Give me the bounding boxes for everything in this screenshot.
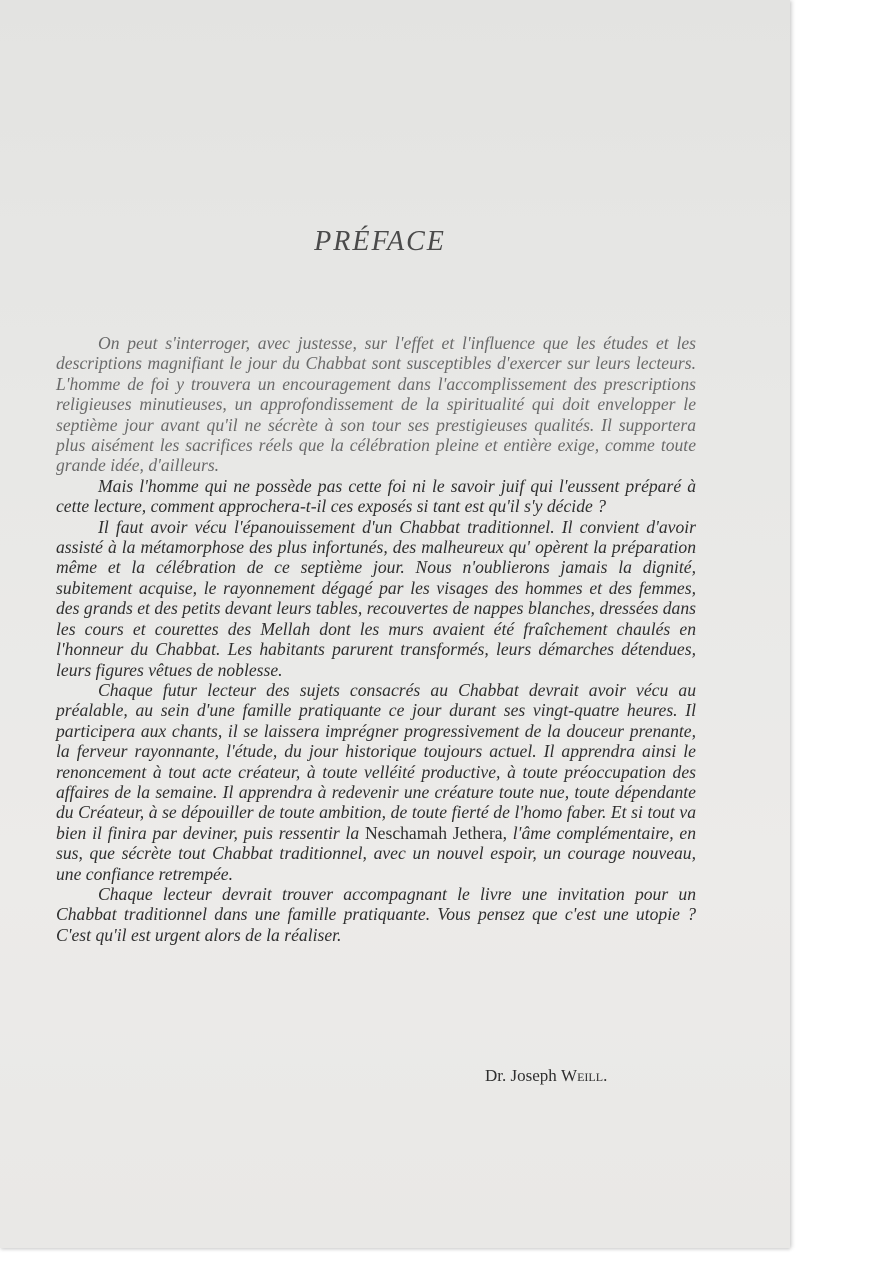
- paragraph-4-end: l'âme complémentaire, en sus, que sécrète tout Chabbat traditionnel, avec un nouvel espoir, un courage nouveau, une confiance retrempée.: [56, 822, 696, 884]
- signature-prefix: Dr. Joseph: [485, 1066, 562, 1085]
- paragraph-4-start: Chaque futur lecteur des sujets consacrés au Chabbat devrait avoir vécu au préalable, au sein d'une famille pratiquante ce jour durant ses vingt-quatre heures. Il participera aux chants, il se laissera imprégner progressivement de la douceur prenante, la ferveur rayonnante, l'étude, du jour historique toujours actuel. Il apprendra ainsi le renoncement à tout acte créateur, à toute velléité productive, à toute préoccupation des affaires de la semaine. Il apprendra à redevenir une créature toute nue, toute dépendante du Créateur, à se dépouiller de toute ambition, de toute fierté de l'homo faber. Et si tout va bien il finira par deviner, puis ressentir la: [56, 679, 696, 843]
- paragraph-2: Mais l'homme qui ne possède pas cette foi ni le savoir juif qui l'eussent préparé à cette lecture, comment approchera-t-il ces exposés si tant est qu'il s'y décide ?: [56, 475, 696, 517]
- signature: [485, 1066, 607, 1086]
- paragraph-1: On peut s'interroger, avec justesse, sur l'effet et l'influence que les études et les descriptions magnifiant le jour du Chabbat sont susceptibles d'exercer sur leurs lecteurs. L'homme de foi y trouvera un encouragement dans l'accomplissement des prescriptions religieuses minutieuses, un approfondissement de la spiritualité qui doit envelopper le septième jour avant qu'il ne sécrète à son tour ses prestigieuses qualités. Il supportera plus aisément les sacrifices réels que la célébration pleine et entière exige, comme toute grande idée, d'ailleurs.: [56, 333, 696, 476]
- paragraph-4: [56, 680, 696, 884]
- preface-body: [56, 333, 696, 945]
- neschamah-term: Neschamah Jethera,: [364, 822, 508, 843]
- paragraph-3: Il faut avoir vécu l'épanouissement d'un Chabbat traditionnel. Il convient d'avoir assisté à la métamorphose des plus infortunés, des malheureux qu' opèrent la préparation même et la célébration de ce septième jour. Nous n'oublierons jamais la dignité, subitement acquise, le rayonnement dégagé par les visages des hommes et des femmes, des grands et des petits devant leurs tables, recouvertes de nappes blanches, dressées dans les cours et courettes des Mellah dont les murs avaient été fraîchement chaulés en l'honneur du Chabbat. Les habitants parurent transformés, leurs démarches détendues, leurs figures vêtues de noblesse.: [56, 516, 696, 680]
- page-title: PRÉFACE: [314, 226, 446, 257]
- signature-surname: Weill.: [561, 1066, 608, 1085]
- paragraph-5: Chaque lecteur devrait trouver accompagnant le livre une invitation pour un Chabbat traditionnel dans une famille pratiquante. Vous pensez que c'est une utopie ? C'est qu'il est urgent alors de la réaliser.: [56, 883, 696, 945]
